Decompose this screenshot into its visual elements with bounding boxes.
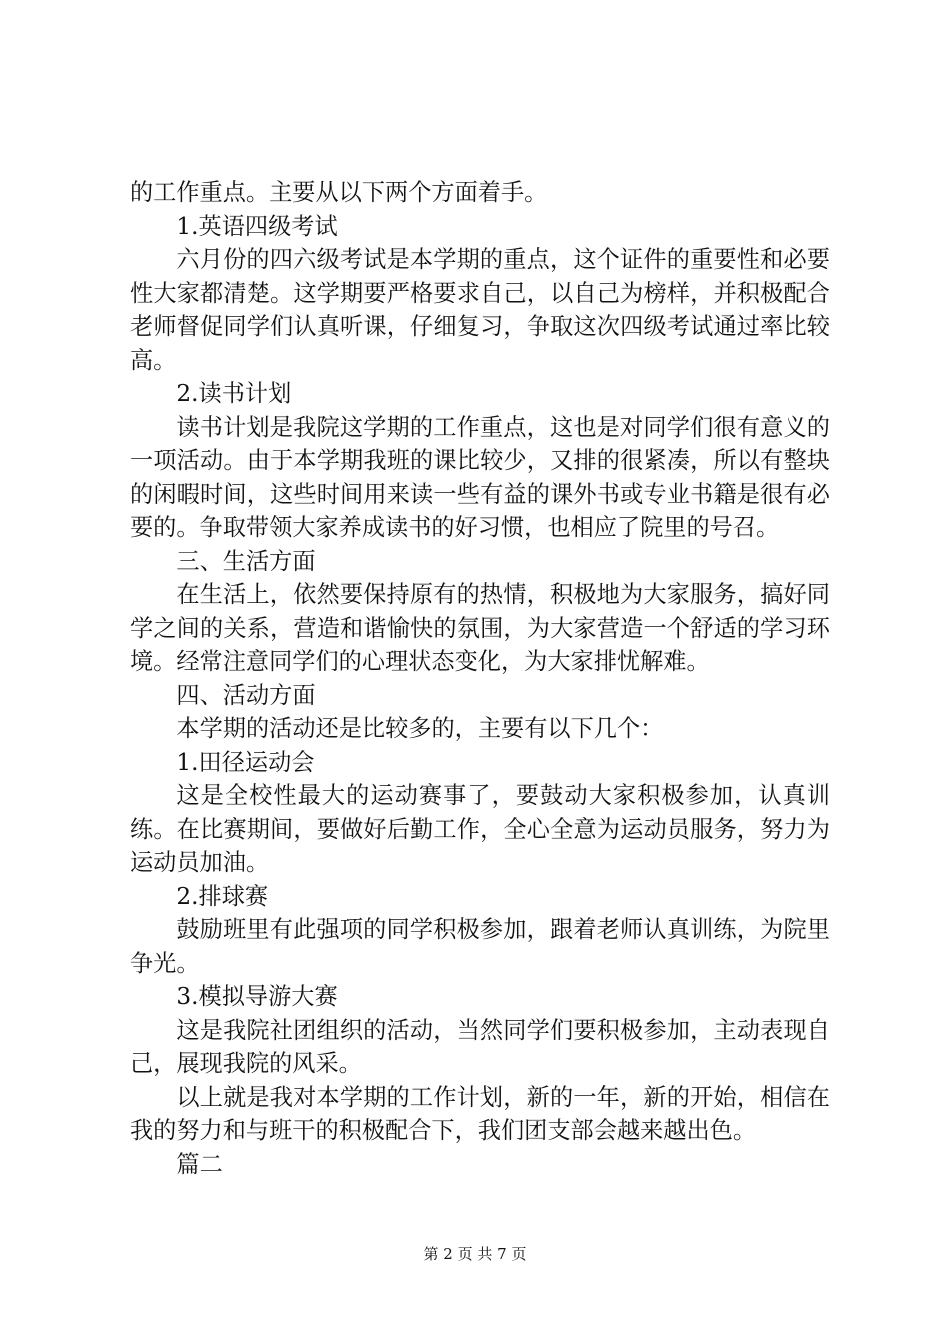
paragraph-life: 在生活上，依然要保持原有的热情，积极地为大家服务，搞好同学之间的关系，营造和谐愉快的氛围，为大家营造一个舒适的学习环境。经常注意同学们的心理状态变化，为大家排忧解难。: [130, 581, 830, 675]
document-body: [130, 176, 830, 1181]
heading-volleyball: 2.排球赛: [176, 882, 269, 910]
paragraph-english-exam: 六月份的四六级考试是本学期的重点，这个证件的重要性和必要性大家都清楚。这学期要严格要求自己，以自己为榜样，并积极配合老师督促同学们认真听课，仔细复习，争取这次四级考试通过率比较高。: [130, 246, 830, 374]
paragraph-volleyball: 鼓励班里有此强项的同学积极参加，跟着老师认真训练，为院里争光。: [130, 916, 830, 977]
heading-tour-guide-contest: 3.模拟导游大赛: [176, 983, 338, 1010]
paragraph-tour-guide-contest: 这是我院社团组织的活动，当然同学们要积极参加，主动表现自己，展现我院的风采。: [130, 1016, 830, 1077]
paragraph-continuation: 的工作重点。主要从以下两个方面着手。: [130, 179, 548, 206]
heading-part-two: 篇二: [176, 1150, 223, 1178]
heading-life: 三、生活方面: [176, 547, 316, 575]
heading-track-meet: 1.田径运动会: [176, 748, 315, 776]
heading-english-exam: 1.英语四级考试: [176, 212, 338, 240]
paragraph-activities-intro: 本学期的活动还是比较多的，主要有以下几个：: [176, 715, 664, 742]
paragraph-conclusion: 以上就是我对本学期的工作计划，新的一年，新的开始，相信在我的努力和与班干的积极配合下，我们团支部会越来越出色。: [130, 1083, 830, 1144]
paragraph-reading-plan: 读书计划是我院这学期的工作重点，这也是对同学们很有意义的一项活动。由于本学期我班的课比较少，又排的很紧凑，所以有整块的闲暇时间，这些时间用来读一些有益的课外书或专业书籍是很有必要的。争取带领大家养成读书的好习惯，也相应了院里的号召。: [130, 413, 830, 541]
heading-reading-plan: 2.读书计划: [176, 380, 292, 407]
page-number-footer: 第 2 页 共 7 页: [423, 1245, 527, 1263]
paragraph-track-meet: 这是全校性最大的运动赛事了，要鼓动大家积极参加，认真训练。在比赛期间，要做好后勤工作，全心全意为运动员服务，努力为运动员加油。: [130, 782, 830, 876]
heading-activities: 四、活动方面: [176, 681, 316, 709]
